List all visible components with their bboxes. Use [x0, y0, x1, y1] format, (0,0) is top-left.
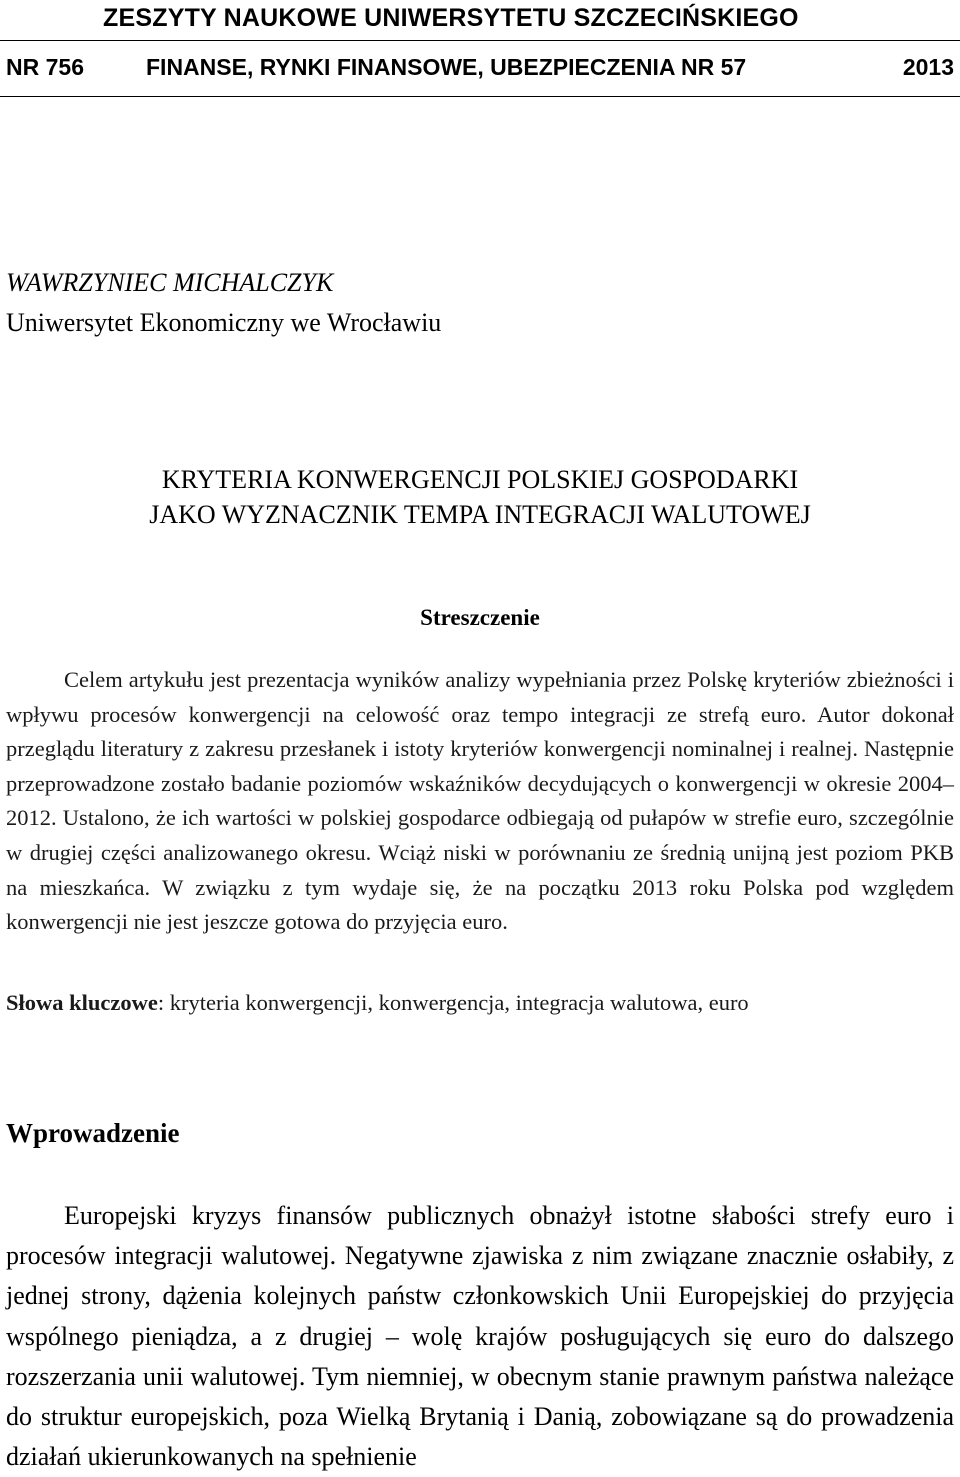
intro-paragraph: Europejski kryzys finansów publicznych obnażył istotne słabości strefy euro i procesów integracji walutowej. Negatywne zjawiska z nim związane znacznie osłabiły, z jednej strony, dążenia kolejnych państw członkowskich Unii Europejskiej do przyjęcia wspólnego pieniądza, a z drugiej – wolę krajów posługujących się euro do dalszego rozszerzania unii walutowej. Tym niemniej, w obecnym stanie prawnym państwa należące do struktur europejskich, poza Wielką Brytanią i Danią, zobowiązane są do prowadzenia działań ukierunkowanych na spełnienie	[6, 1201, 954, 1472]
article-title	[0, 462, 960, 532]
abstract-heading: Streszczenie	[420, 605, 540, 630]
article-title-line2: JAKO WYZNACZNIK TEMPA INTEGRACJI WALUTOWEJ	[149, 500, 811, 529]
keywords	[6, 990, 954, 1016]
issue-row	[0, 54, 960, 84]
publication-year: 2013	[902, 54, 954, 80]
series-name: FINANSE, RYNKI FINANSOWE, UBEZPIECZENIA NR 57	[146, 54, 747, 80]
author-name: WAWRZYNIEC MICHALCZYK	[6, 268, 334, 297]
journal-title: ZESZYTY NAUKOWE UNIWERSYTETU SZCZECIŃSKIEGO	[103, 4, 799, 32]
article-title-line1: KRYTERIA KONWERGENCJI POLSKIEJ GOSPODARKI	[161, 465, 799, 494]
keywords-label: Słowa kluczowe	[6, 990, 158, 1015]
abstract-text: Celem artykułu jest prezentacja wyników analizy wypełniania przez Polskę kryteriów zbieżności i wpływu procesów konwergencji na celowość oraz tempo integracji ze strefą euro. Autor dokonał przeglądu literatury z zakresu przesłanek i istoty kryteriów konwergencji nominalnej i realnej. Następnie przeprowadzone zostało badanie poziomów wskaźników decydujących o konwergencji w okresie 2004–2012. Ustalono, że ich wartości w polskiej gospodarce odbiegają od pułapów w strefie euro, szczególnie w drugiej części analizowanego okresu. Wciąż niski w porównaniu ze średnią unijną jest poziom PKB na mieszkańca. W związku z tym wydaje się, że na początku 2013 roku Polska pod względem konwergencji nie jest jeszcze gotowa do przyjęcia euro.	[6, 667, 954, 935]
header-rule-top	[0, 40, 960, 41]
author-affiliation: Uniwersytet Ekonomiczny we Wrocławiu	[6, 308, 442, 337]
section-heading-intro: Wprowadzenie	[6, 1118, 180, 1148]
header-rule-bottom	[0, 96, 960, 97]
issue-number: NR 756	[6, 54, 84, 80]
keywords-list: : kryteria konwergencji, konwergencja, integracja walutowa, euro	[157, 990, 749, 1015]
